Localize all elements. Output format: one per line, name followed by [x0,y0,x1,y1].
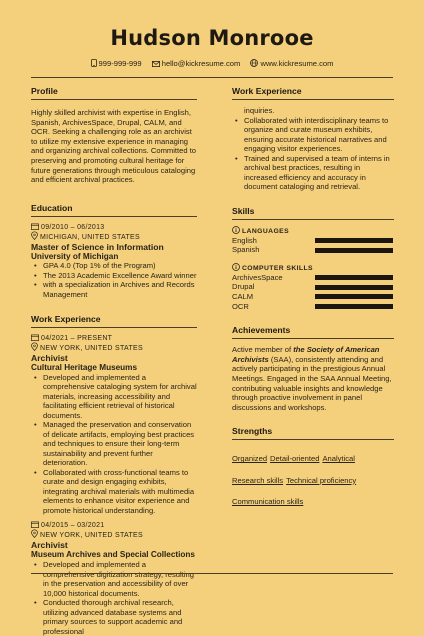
strength-tag: Organized [232,454,268,464]
experience-section [31,314,197,636]
education-school: University of Michigan [31,251,119,261]
location-pin-icon [31,232,38,240]
skill-level-bar [315,285,393,290]
skill-name: English [232,235,257,245]
list-item: • Collaborated with interdisciplinary teams to organize and curate museum exhibits, ensuring accurate historical narratives and engaging visitor experiences. [232,116,394,154]
email-text[interactable]: hello@kickresume.com [161,59,241,68]
profile-text: Highly skilled archivist with expertise in English, Spanish, ArchivesSpace, Drupal, CALM, and OCR. Seeking a challenging role as an archivist to utilize my extensive experience in managing and organizing archival collections. Committed to preserving and promoting cultural heritage for future generations through meticulous cataloging and efficient archival practices. [31,108,197,185]
education-section [31,203,197,300]
skill-name: ArchivesSpace [232,272,283,282]
computer-skills-list [232,273,394,311]
strength-tag: Technical proficiency [286,475,357,485]
skill-level-bar [315,294,393,299]
strength-tag: Detail-oriented [270,454,320,464]
skill-level-bar [315,304,393,309]
list-item: • Trained and supervised a team of interns in archival best practices, resulting in increased efficiency and accuracy in document cataloging and retrieval. [232,154,394,192]
job-role: Archivist [31,540,68,551]
envelope-icon [152,61,160,67]
strength-line [232,476,394,486]
education-location: MICHIGAN, UNITED STATES [31,232,197,242]
location-pin-icon [31,530,38,538]
strengths-heading: Strengths [232,426,394,440]
resume-name: Hudson Monrooe [110,26,314,50]
job-date: 04/2021 – PRESENT [31,334,197,343]
skill-name: Spanish [232,245,260,255]
experience-heading: Work Experience [31,314,197,328]
contact-line [0,59,424,68]
list-item: • GPA 4.0 (Top 1% of the Program) [31,261,197,271]
calendar-icon [31,334,39,341]
strength-line [232,454,394,464]
experience-continued-bullets [232,116,394,192]
list-item: • Managed the preservation and conservation of delicate artifacts, employing best practices and techniques to ensure their long-term sustainability and prevent further deterioration. [31,420,197,468]
header-divider [31,77,393,78]
right-column [232,86,394,519]
job-company: Museum Archives and Special Collections [31,550,195,560]
skill-level-bar [315,248,393,253]
skill-level-bar [315,238,393,243]
job-location: NEW YORK, UNITED STATES [31,530,197,540]
list-item: • The 2013 Academic Excellence Award winner [31,271,197,281]
job-company: Cultural Heritage Museums [31,363,138,373]
languages-label: LANGUAGES [232,226,394,235]
calendar-icon [31,521,39,528]
email-item[interactable] [152,59,243,68]
skill-row [232,282,394,292]
languages-list [232,236,394,255]
skill-row [232,273,394,283]
list-item: • Collaborated with cross-functional teams to curate and design engaging exhibits, integrating archival materials with multimedia elements to enhance visitor experience and promote historical understanding. [31,468,197,516]
globe-icon [250,59,258,67]
skill-row [232,302,394,312]
skill-name: Drupal [232,282,255,292]
phone-icon [91,59,97,67]
strength-tag: Analytical [322,454,355,464]
skill-level-bar [315,275,393,280]
experience-continued-lead: inquiries. [244,106,275,115]
skill-name: CALM [232,291,254,301]
achievements-heading: Achievements [232,325,394,339]
job-date: 04/2015 – 03/2021 [31,521,197,530]
experience-continued-heading: Work Experience [232,86,394,100]
list-item: • with a specialization in Archives and Records Management [31,280,197,299]
profile-heading: Profile [31,86,197,100]
strength-tag: Communication skills [232,497,304,507]
achievements-text: Active member of the Society of American Archivists (SAA), consistently attending and actively participating in the prestigious Annual Meetings. Engaged in the SAA Annual Meeting, contributing valuable insights and knowledge through proactive involvement in panel discussions and workshops. [232,345,392,412]
job-entry [31,521,197,636]
skill-name: OCR [232,301,249,311]
list-item: • Conducted thorough archival research, utilizing advanced database systems and primary sources to support academic and professional [31,598,197,636]
phone-item [91,59,144,68]
website-item[interactable] [250,59,333,68]
strengths-section [232,426,394,507]
achievement-org: the Society of American Archivists [232,345,380,364]
skills-heading: Skills [232,206,394,220]
skill-row [232,236,394,246]
left-column [31,86,197,636]
computer-skills-label: COMPUTER SKILLS [232,263,394,272]
strength-tag: Research skills [232,475,284,485]
education-degree: Master of Science in Information [31,241,164,252]
skills-section [232,206,394,312]
job-bullets [31,373,197,516]
job-role: Archivist [31,353,68,364]
skill-row [232,245,394,255]
skill-row [232,292,394,302]
calendar-icon [31,223,39,230]
list-item: • Developed and implemented a comprehensive digitization strategy, resulting in the preservation and accessibility of over 10,000 historical documents. [31,560,197,598]
footer-divider [31,573,393,574]
website-text[interactable]: www.kickresume.com [260,59,334,68]
achievements-section [232,325,394,412]
job-location: NEW YORK, UNITED STATES [31,343,197,353]
job-entry [31,334,197,515]
info-icon [232,263,240,271]
education-date: 09/2010 – 06/2013 [31,223,197,232]
strengths-list [232,454,394,507]
education-bullets [31,261,197,299]
strength-line [232,497,394,507]
education-heading: Education [31,203,197,217]
profile-section [31,86,197,185]
location-pin-icon [31,343,38,351]
experience-continued-section [232,86,394,192]
phone-text: 999-999-999 [98,59,142,68]
info-icon [232,226,240,234]
job-bullets [31,560,197,636]
list-item: • Developed and implemented a comprehensive cataloging system for archival materials, increasing accessibility and facilitating efficient retrieval of historical documents. [31,373,197,421]
